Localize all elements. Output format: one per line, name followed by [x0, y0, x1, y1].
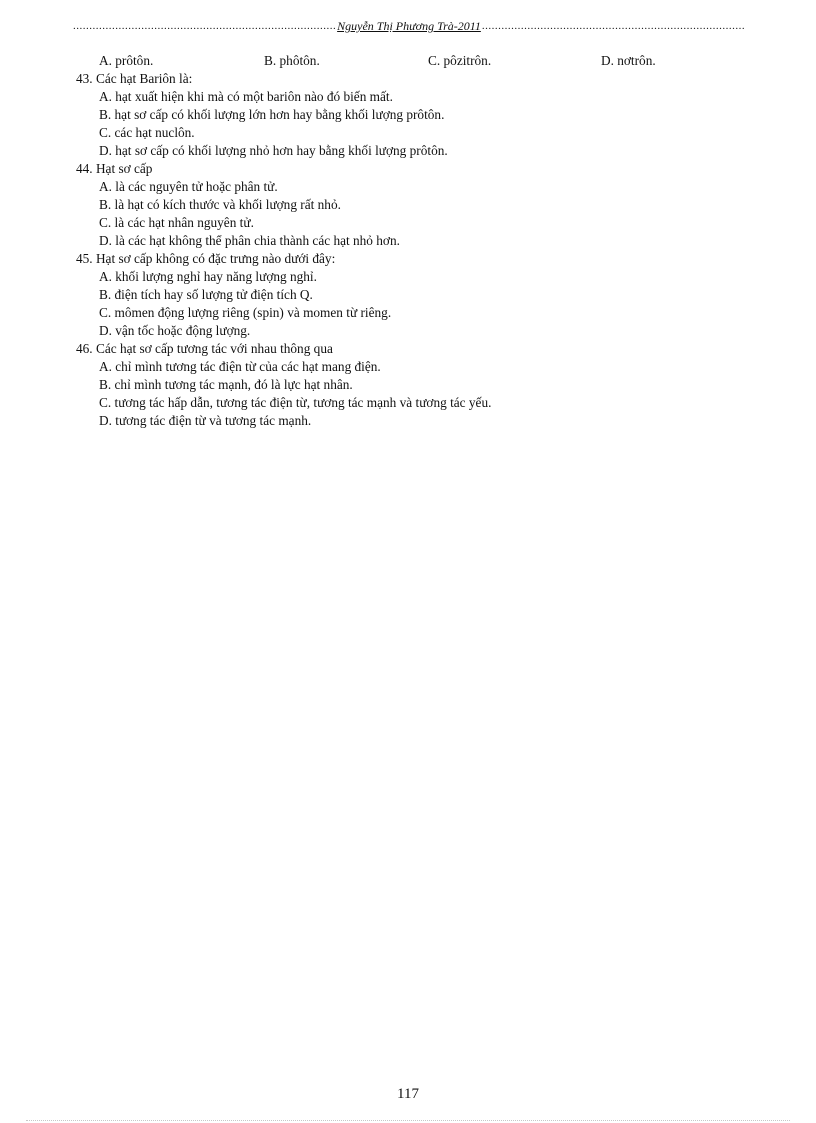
page-content	[76, 52, 756, 430]
question-block	[76, 250, 756, 340]
question-stem: 45. Hạt sơ cấp không có đặc trưng nào dưới đây:	[76, 251, 336, 266]
answer-option-b: B. phôtôn.	[264, 53, 320, 68]
answer-option-d: D. nơtrôn.	[601, 53, 656, 68]
header-dot-leader-right	[482, 18, 745, 34]
question-block	[76, 160, 756, 250]
question-option: C. mômen động lượng riêng (spin) và momen từ riêng.	[99, 305, 392, 320]
question-option: D. tương tác điện từ và tương tác mạnh.	[99, 413, 312, 428]
question-option: C. tương tác hấp dẫn, tương tác điện từ, tương tác mạnh và tương tác yếu.	[99, 395, 492, 410]
page-number: 117	[397, 1086, 419, 1102]
question-option: A. chỉ mình tương tác điện từ của các hạt mang điện.	[99, 359, 381, 374]
question-option: C. là các hạt nhân nguyên tử.	[99, 215, 254, 230]
answer-option-c: C. pôzitrôn.	[428, 53, 492, 68]
question-stem: 44. Hạt sơ cấp	[76, 161, 153, 176]
question-option: A. hạt xuất hiện khi mà có một bariôn nào đó biến mất.	[99, 89, 393, 104]
question-option: B. chỉ mình tương tác mạnh, đó là lực hạt nhân.	[99, 377, 353, 392]
question-block	[76, 340, 756, 430]
previous-question-answers	[76, 52, 756, 70]
question-option: A. khối lượng nghỉ hay năng lượng nghỉ.	[99, 269, 317, 284]
question-option: D. vận tốc hoặc động lượng.	[99, 323, 251, 338]
question-option: A. là các nguyên tử hoặc phân tử.	[99, 179, 278, 194]
question-option: D. hạt sơ cấp có khối lượng nhỏ hơn hay bằng khối lượng prôtôn.	[99, 143, 448, 158]
header-dot-leader-left	[73, 18, 336, 34]
footer-divider	[26, 1120, 790, 1121]
question-option: B. là hạt có kích thước và khối lượng rất nhỏ.	[99, 197, 341, 212]
question-option: C. các hạt nuclôn.	[99, 125, 195, 140]
answer-option-a: A. prôtôn.	[99, 53, 154, 68]
question-option: B. điện tích hay số lượng tử điện tích Q.	[99, 287, 313, 302]
header-title: Nguyễn Thị Phương Trà-2011	[337, 19, 481, 33]
running-header	[73, 18, 745, 34]
question-option: D. là các hạt không thể phân chia thành các hạt nhỏ hơn.	[99, 233, 400, 248]
question-stem: 46. Các hạt sơ cấp tương tác với nhau thông qua	[76, 341, 333, 356]
question-stem: 43. Các hạt Bariôn là:	[76, 71, 193, 86]
question-block	[76, 70, 756, 160]
question-option: B. hạt sơ cấp có khối lượng lớn hơn hay bằng khối lượng prôtôn.	[99, 107, 445, 122]
